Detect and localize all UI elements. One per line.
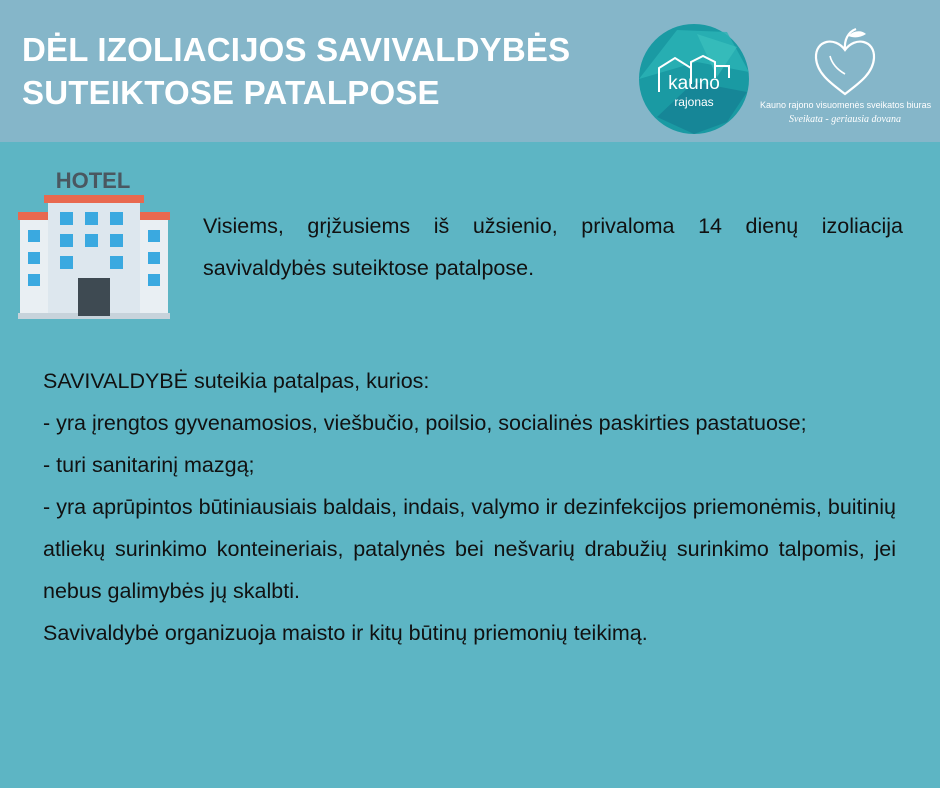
- list-item: - yra įrengtos gyvenamosios, viešbučio, poilsio, socialinės paskirties pastatuose;: [43, 411, 807, 435]
- list-item: - turi sanitarinį mazgą;: [43, 453, 255, 477]
- hotel-sign-text: HOTEL: [55, 168, 131, 193]
- kauno-logo-word2: rajonas: [674, 95, 714, 109]
- list-item: - yra aprūpintos būtiniausiais baldais, indais, valymo ir dezinfekcijos priemonėmis, buitinių atliekų surinkimo konteineriais, patalynės bei nešvarių drabužių surinkimo talpomis, jei nebus galimybės jų skalbti.: [43, 495, 896, 603]
- apple-heart-logo-icon: [760, 26, 930, 98]
- title-line-2: SUTEIKTOSE PATALPOSE: [22, 74, 440, 111]
- closing-line: Savivaldybė organizuoja maisto ir kitų būtinų priemonių teikimą.: [43, 621, 648, 645]
- kauno-rajonas-logo-icon: [637, 22, 751, 136]
- header-banner: [0, 0, 940, 142]
- title-line-1: DĖL IZOLIACIJOS SAVIVALDYBĖS: [22, 31, 571, 68]
- lead-strong: SAVIVALDYBĖ: [43, 369, 188, 393]
- lead-rest: suteikia patalpas, kurios:: [188, 369, 430, 393]
- kauno-logo-word: kauno: [668, 73, 720, 94]
- health-bureau-logo: [760, 26, 930, 131]
- main-text: [43, 360, 896, 654]
- page-title: [22, 28, 570, 114]
- lead-line: [43, 360, 896, 402]
- intro-text: Visiems, grįžusiems iš užsienio, privaloma 14 dienų izoliacija savivaldybės suteiktose patalpose.: [203, 214, 903, 280]
- hotel-building-icon: [18, 168, 170, 320]
- health-bureau-slogan: Sveikata - geriausia dovana: [789, 114, 901, 125]
- health-bureau-name: Kauno rajono visuomenės sveikatos biuras: [760, 100, 932, 110]
